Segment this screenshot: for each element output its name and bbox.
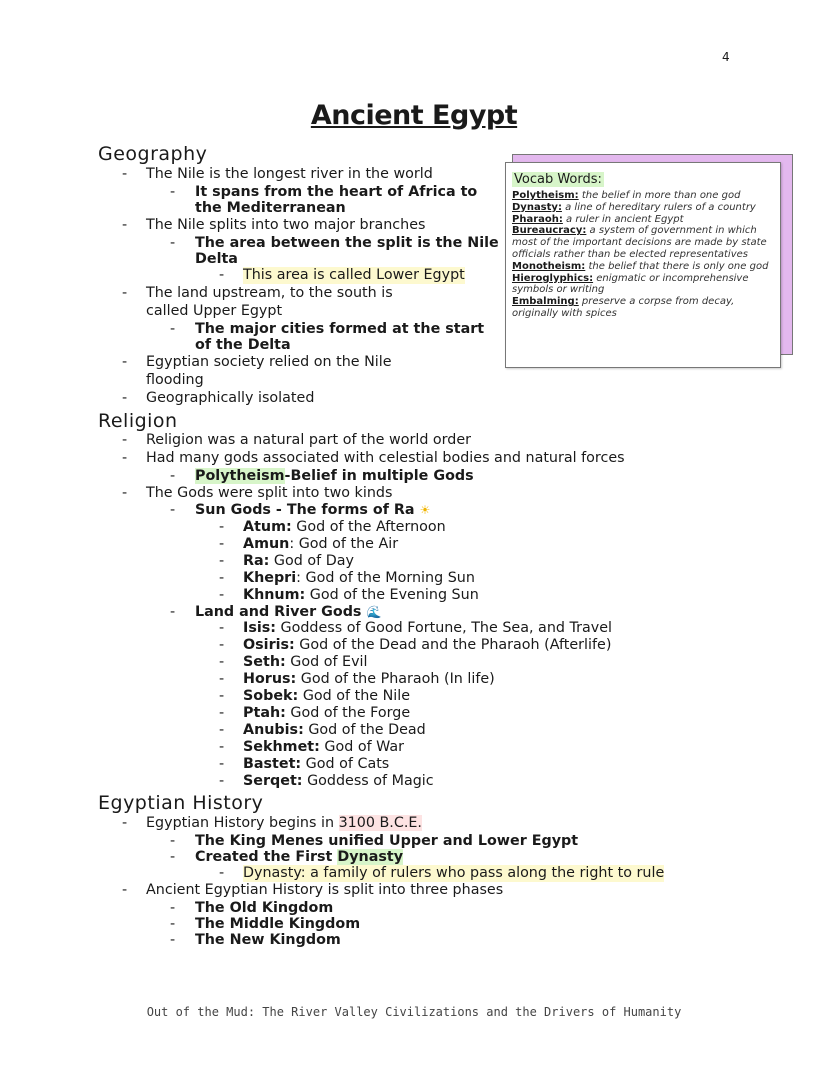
vocab-item: Dynasty: a line of hereditary rulers of a country bbox=[512, 201, 756, 213]
bullet-dash: - bbox=[219, 587, 225, 603]
bullet-dash: - bbox=[122, 390, 128, 406]
vocab-item: Hieroglyphics: enigmatic or incomprehensive symbols or writing bbox=[512, 272, 749, 296]
bullet-dash: - bbox=[170, 321, 176, 337]
history-line: The King Menes unified Upper and Lower Egypt bbox=[195, 833, 579, 849]
vocab-title: Vocab Words: bbox=[514, 172, 602, 187]
geo-line: the Mediterranean bbox=[195, 200, 346, 216]
sun-god-item: Khepri: God of the Morning Sun bbox=[243, 570, 475, 586]
land-god-item: Anubis: God of the Dead bbox=[243, 722, 426, 738]
land-god-item: Osiris: God of the Dead and the Pharaoh (Afterlife) bbox=[243, 637, 612, 653]
bullet-dash: - bbox=[122, 815, 128, 831]
geo-line: The area between the split is the Nile bbox=[195, 235, 499, 251]
sun-god-item: Khnum: God of the Evening Sun bbox=[243, 587, 479, 603]
bullet-dash: - bbox=[219, 688, 225, 704]
bullet-dash: - bbox=[170, 900, 176, 916]
religion-line: Religion was a natural part of the world order bbox=[146, 432, 472, 448]
bullet-dash: - bbox=[122, 485, 128, 501]
land-god-item: Seth: God of Evil bbox=[243, 654, 368, 670]
bullet-dash: - bbox=[122, 882, 128, 898]
history-line: Ancient Egyptian History is split into three phases bbox=[146, 882, 504, 898]
bullet-dash: - bbox=[219, 865, 225, 881]
religion-heading: Religion bbox=[98, 410, 178, 432]
history-line: Created the First Dynasty bbox=[195, 849, 404, 865]
land-god-item: Sekhmet: God of War bbox=[243, 739, 405, 755]
bullet-dash: - bbox=[219, 705, 225, 721]
geo-line: The major cities formed at the start bbox=[195, 321, 485, 337]
land-god-item: Horus: God of the Pharaoh (In life) bbox=[243, 671, 495, 687]
sun-god-item: Amun: God of the Air bbox=[243, 536, 399, 552]
page-footer: Out of the Mud: The River Valley Civilizations and the Drivers of Humanity bbox=[146, 1005, 682, 1019]
vocab-box bbox=[505, 162, 781, 368]
vocab-item: Embalming: preserve a corpse from decay, originally with spices bbox=[512, 296, 735, 319]
bullet-dash: - bbox=[122, 354, 128, 370]
geo-line-highlight: This area is called Lower Egypt bbox=[243, 267, 465, 283]
page-title: Ancient Egypt bbox=[310, 100, 518, 131]
geo-line: The Nile splits into two major branches bbox=[146, 217, 426, 233]
geo-line: Geographically isolated bbox=[146, 390, 315, 406]
bullet-dash: - bbox=[170, 502, 176, 518]
vocab-item: Pharaoh: a ruler in ancient Egypt bbox=[512, 213, 684, 225]
bullet-dash: - bbox=[170, 849, 176, 865]
geo-line: The Nile is the longest river in the world bbox=[146, 166, 433, 182]
land-gods-heading: Land and River Gods 🌊 bbox=[195, 604, 382, 620]
geography-heading: Geography bbox=[98, 143, 208, 165]
geo-line: called Upper Egypt bbox=[146, 303, 283, 319]
bullet-dash: - bbox=[170, 916, 176, 932]
phase-item: The Middle Kingdom bbox=[195, 916, 361, 932]
bullet-dash: - bbox=[219, 739, 225, 755]
geo-line: of the Delta bbox=[195, 337, 291, 353]
history-line: Egyptian History begins in 3100 B.C.E. bbox=[146, 815, 422, 831]
sun-god-item: Atum: God of the Afternoon bbox=[243, 519, 446, 535]
vocab-item: Bureaucracy: a system of government in which most of the important decisions are made by state officials rather than be elected representatives bbox=[512, 225, 767, 260]
bullet-dash: - bbox=[122, 450, 128, 466]
phase-item: The Old Kingdom bbox=[195, 900, 334, 916]
bullet-dash: - bbox=[122, 217, 128, 233]
vocab-item: Polytheism: the belief in more than one god bbox=[512, 190, 741, 201]
sun-gods-heading: Sun Gods - The forms of Ra ☀ bbox=[195, 502, 431, 518]
bullet-dash: - bbox=[219, 519, 225, 535]
history-heading: Egyptian History bbox=[98, 792, 264, 814]
bullet-dash: - bbox=[170, 468, 176, 484]
bullet-dash: - bbox=[219, 654, 225, 670]
sun-god-item: Ra: God of Day bbox=[243, 553, 354, 569]
geo-line: Egyptian society relied on the Nile bbox=[146, 354, 392, 370]
geo-line: It spans from the heart of Africa to bbox=[195, 184, 478, 200]
bullet-dash: - bbox=[219, 536, 225, 552]
religion-line: Had many gods associated with celestial bodies and natural forces bbox=[146, 450, 625, 466]
bullet-dash: - bbox=[170, 833, 176, 849]
history-line-highlight: Dynasty: a family of rulers who pass along the right to rule bbox=[243, 865, 665, 881]
geo-line: Delta bbox=[195, 251, 238, 267]
land-god-item: Isis: Goddess of Good Fortune, The Sea, and Travel bbox=[243, 620, 612, 636]
bullet-dash: - bbox=[219, 553, 225, 569]
bullet-dash: - bbox=[219, 570, 225, 586]
geo-line: flooding bbox=[146, 372, 204, 388]
bullet-dash: - bbox=[219, 722, 225, 738]
vocab-item: Monotheism: the belief that there is only one god bbox=[512, 260, 769, 272]
religion-line: Polytheism-Belief in multiple Gods bbox=[195, 468, 474, 484]
wave-icon: 🌊 bbox=[366, 605, 382, 619]
page-number: 4 bbox=[722, 50, 730, 64]
religion-line: The Gods were split into two kinds bbox=[146, 485, 393, 501]
phase-item: The New Kingdom bbox=[195, 932, 341, 948]
land-god-item: Sobek: God of the Nile bbox=[243, 688, 411, 704]
geo-line: The land upstream, to the south is bbox=[146, 285, 393, 301]
bullet-dash: - bbox=[219, 267, 225, 283]
bullet-dash: - bbox=[219, 773, 225, 789]
bullet-dash: - bbox=[122, 285, 128, 301]
sun-icon: ☀ bbox=[419, 503, 431, 517]
bullet-dash: - bbox=[122, 166, 128, 182]
land-god-item: Serqet: Goddess of Magic bbox=[243, 773, 434, 789]
bullet-dash: - bbox=[219, 671, 225, 687]
bullet-dash: - bbox=[122, 432, 128, 448]
bullet-dash: - bbox=[170, 235, 176, 251]
bullet-dash: - bbox=[170, 932, 176, 948]
bullet-dash: - bbox=[219, 620, 225, 636]
bullet-dash: - bbox=[170, 184, 176, 200]
bullet-dash: - bbox=[170, 604, 176, 620]
land-god-item: Ptah: God of the Forge bbox=[243, 705, 411, 721]
vocab-list bbox=[512, 190, 774, 320]
land-god-item: Bastet: God of Cats bbox=[243, 756, 390, 772]
bullet-dash: - bbox=[219, 637, 225, 653]
bullet-dash: - bbox=[219, 756, 225, 772]
